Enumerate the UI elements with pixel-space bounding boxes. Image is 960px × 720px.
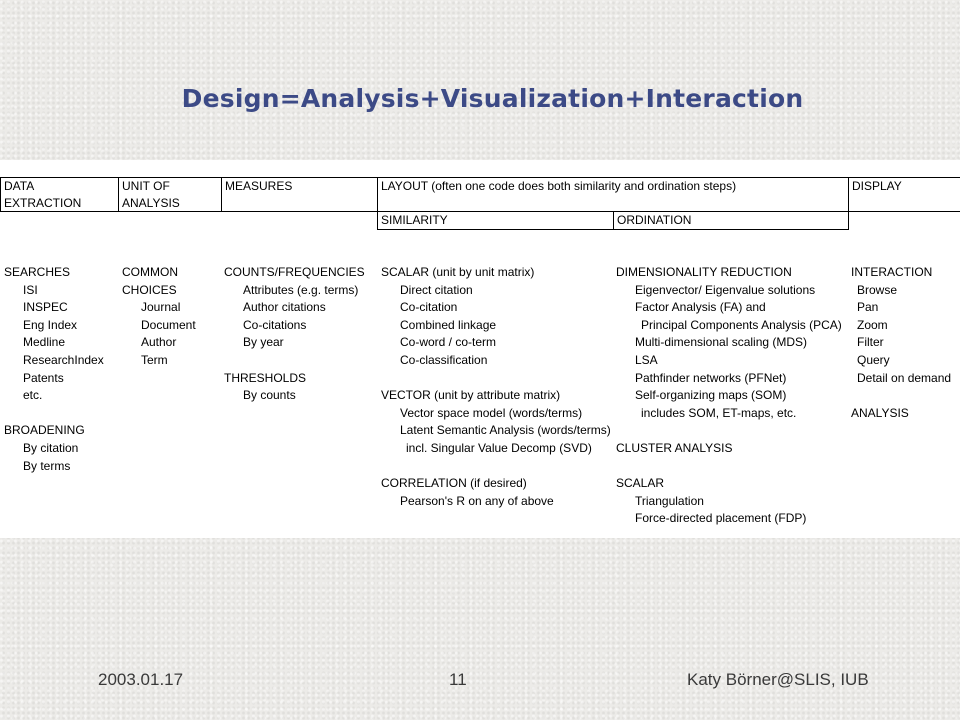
list-heading: SCALAR (unit by unit matrix): [381, 265, 535, 279]
column-data-extraction: [4, 264, 104, 475]
spacer: [381, 458, 611, 476]
list-item: Attributes (e.g. terms): [243, 282, 359, 297]
header-text: ANALYSIS: [122, 196, 180, 210]
list-item: Multi-dimensional scaling (MDS): [635, 335, 808, 350]
list-heading: DIMENSIONALITY REDUCTION: [616, 265, 792, 279]
list-item: By counts: [243, 388, 296, 403]
footer-author: Katy Börner@SLIS, IUB: [687, 670, 869, 689]
list-item: By citation: [23, 440, 79, 455]
spacer: [616, 422, 842, 440]
list-heading: SEARCHES: [4, 265, 71, 279]
header-layout: [377, 177, 849, 212]
footer-page-number: 11: [449, 670, 467, 689]
spacer: [851, 387, 951, 405]
header-text: DATA: [4, 179, 35, 193]
list-item: Term: [141, 352, 168, 367]
list-item: Co-classification: [400, 352, 488, 367]
list-heading: BROADENING: [4, 423, 85, 438]
list-item: INSPEC: [23, 300, 68, 315]
list-item: incl. Singular Value Decomp (SVD): [406, 440, 592, 455]
header-text: MEASURES: [225, 179, 293, 193]
list-item: Triangulation: [635, 493, 704, 508]
list-item: Co-citations: [243, 317, 307, 332]
header-ordination: [613, 211, 849, 230]
list-heading: ANALYSIS: [851, 405, 909, 420]
column-similarity: [381, 264, 611, 510]
table-panel: [0, 160, 960, 538]
list-heading: VECTOR (unit by attribute matrix): [381, 388, 561, 403]
list-item: Query: [857, 352, 890, 367]
spacer: [381, 370, 611, 388]
list-item: Journal: [141, 300, 181, 315]
list-item: Pathfinder networks (PFNet): [635, 370, 787, 385]
header-text: UNIT OF: [122, 179, 170, 193]
list-heading: COMMON: [122, 265, 178, 279]
header-data-extraction: [0, 177, 119, 212]
list-item: ResearchIndex: [23, 352, 104, 367]
list-item: Document: [141, 317, 196, 332]
list-heading: THRESHOLDS: [224, 370, 307, 385]
header-text: LAYOUT (often one code does both similarity and ordination steps): [381, 179, 737, 193]
list-item: Factor Analysis (FA) and: [635, 300, 766, 315]
list-heading: CORRELATION (if desired): [381, 476, 527, 491]
header-similarity: [377, 211, 614, 230]
column-unit-of-analysis: [122, 264, 196, 370]
list-item: Self-organizing maps (SOM): [635, 388, 787, 403]
list-item: Detail on demand: [857, 370, 952, 385]
header-text: SIMILARITY: [381, 213, 448, 227]
spacer: [4, 405, 104, 423]
list-item: Eng Index: [23, 317, 78, 332]
footer-date: 2003.01.17: [98, 670, 184, 689]
list-heading: CHOICES: [122, 282, 177, 297]
column-display: [851, 264, 951, 422]
header-measures: [221, 177, 378, 212]
list-item: Vector space model (words/terms): [400, 405, 583, 420]
list-item: Direct citation: [400, 282, 473, 297]
header-text: EXTRACTION: [4, 196, 82, 210]
list-item: Medline: [23, 335, 66, 350]
column-ordination: [616, 264, 842, 528]
list-item: Combined linkage: [400, 317, 497, 332]
list-item: By terms: [23, 458, 71, 473]
list-item: Co-word / co-term: [400, 335, 497, 350]
list-item: Patents: [23, 370, 64, 385]
header-text: DISPLAY: [852, 179, 902, 193]
list-item: ISI: [23, 282, 38, 297]
header-display: [848, 177, 960, 212]
column-measures: [224, 264, 365, 405]
list-item: Pearson's R on any of above: [400, 493, 554, 508]
list-item: Author citations: [243, 300, 326, 315]
header-unit-of-analysis: [118, 177, 222, 212]
list-item: Filter: [857, 335, 884, 350]
list-item: Author: [141, 335, 177, 350]
list-item: Co-citation: [400, 300, 458, 315]
spacer: [616, 458, 842, 476]
list-item: etc.: [23, 388, 43, 403]
list-heading: CLUSTER ANALYSIS: [616, 440, 733, 455]
header-text: ORDINATION: [617, 213, 692, 227]
list-item: Pan: [857, 300, 879, 315]
list-item: Eigenvector/ Eigenvalue solutions: [635, 282, 816, 297]
list-item: includes SOM, ET-maps, etc.: [641, 405, 797, 420]
list-item: Browse: [857, 282, 898, 297]
list-item: Zoom: [857, 317, 888, 332]
slide-title: Design=Analysis+Visualization+Interaction: [181, 84, 804, 113]
list-item: Latent Semantic Analysis (words/terms): [400, 423, 611, 438]
list-heading: COUNTS/FREQUENCIES: [224, 265, 365, 279]
list-item: Force-directed placement (FDP): [635, 511, 807, 526]
list-item: LSA: [635, 352, 658, 367]
list-item: Principal Components Analysis (PCA): [641, 317, 842, 332]
list-item: By year: [243, 335, 284, 350]
list-heading: SCALAR: [616, 476, 665, 491]
list-heading: INTERACTION: [851, 265, 933, 279]
spacer: [224, 352, 365, 370]
